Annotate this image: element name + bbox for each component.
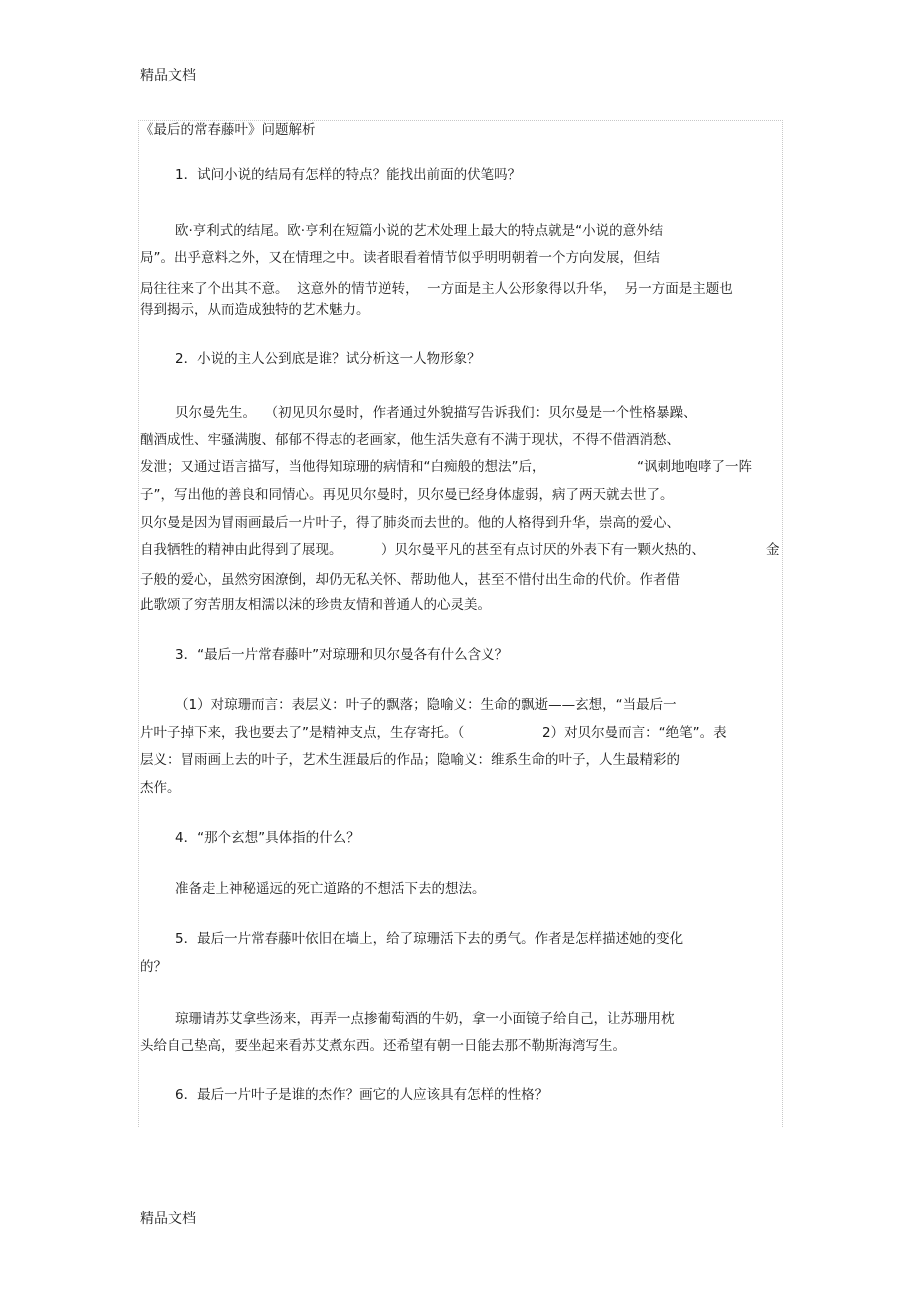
answer-2-line-3b: “讽刺地咆哮了一阵 [637, 459, 752, 475]
question-3: 3．“最后一片常春藤叶”对琼珊和贝尔曼各有什么含义？ [175, 647, 509, 663]
document-title: 《最后的常春藤叶》问题解析 [140, 122, 316, 138]
answer-2-line-5: 贝尔曼是因为冒雨画最后一片叶子，得了肺炎而去世的。他的人格得到升华，崇高的爱心、 [140, 515, 680, 531]
page-header-label: 精品文档 [140, 68, 196, 84]
question-1: 1．试问小说的结局有怎样的特点？能找出前面的伏笔吗？ [175, 167, 522, 183]
answer-3-line-1: （1）对琼珊而言：表层义：叶子的飘落；隐喻义：生命的飘逝——玄想，“当最后一 [175, 697, 677, 713]
page-footer-label: 精品文档 [140, 1211, 196, 1227]
answer-1-line-4: 得到揭示，从而造成独特的艺术魅力。 [140, 302, 370, 318]
answer-2-line-3a: 发泄；又通过语言描写，当他得知琼珊的病情和“白痴般的想法”后， [140, 459, 546, 475]
answer-5-line-2: 头给自己垫高，要坐起来看苏艾煮东西。还希望有朝一日能去那不勒斯海湾写生。 [140, 1038, 626, 1054]
answer-5-line-1: 琼珊请苏艾拿些汤来，再弄一点掺葡萄酒的牛奶，拿一小面镜子给自己，让苏珊用枕 [175, 1011, 675, 1027]
answer-4: 准备走上神秘遥远的死亡道路的不想活下去的想法。 [175, 881, 486, 897]
question-5-line-1: 5．最后一片常春藤叶依旧在墙上，给了琼珊活下去的勇气。作者是怎样描述她的变化 [175, 931, 684, 947]
answer-1-line-3: 局往往来了个出其不意。 这意外的情节逆转， 一方面是主人公形象得以升华， 另一方面是主题也 [140, 281, 733, 297]
answer-2-line-8: 此歌颂了穷苦朋友相濡以沫的珍贵友情和普通人的心灵美。 [140, 597, 491, 613]
answer-2-line-4: 子”，写出他的善良和同情心。再见贝尔曼时，贝尔曼已经身体虚弱，病了两天就去世了。 [140, 487, 674, 503]
answer-1-line-2: 局”。出乎意料之外，又在情理之中。读者眼看着情节似乎明明朝着一个方向发展，但结 [140, 250, 660, 266]
answer-2-line-2: 酗酒成性、牢骚满腹、郁郁不得志的老画家，他生活失意有不满于现状，不得不借酒消愁、 [140, 432, 680, 448]
answer-2-line-7: 子般的爱心，虽然穷困潦倒，却仍无私关怀、帮助他人，甚至不惜付出生命的代价。作者借 [140, 572, 680, 588]
question-5-line-2: 的？ [140, 959, 167, 975]
answer-3-line-2b: 2）对贝尔曼而言：“绝笔”。表 [542, 725, 727, 741]
answer-3-line-3: 层义：冒雨画上去的叶子，艺术生涯最后的作品；隐喻义：维系生命的叶子，人生最精彩的 [140, 752, 680, 768]
question-4: 4．“那个玄想”具体指的什么？ [175, 830, 360, 846]
answer-2-line-6a: 自我牺牲的精神由此得到了展现。 [140, 542, 343, 558]
answer-1-line-1: 欧·亨利式的结尾。欧·亨利在短篇小说的艺术处理上最大的特点就是“小说的意外结 [175, 223, 664, 239]
document-frame [138, 120, 783, 1127]
answer-3-line-4: 杰作。 [140, 780, 181, 796]
answer-3-line-2a: 片叶子掉下来，我也要去了”是精神支点，生存寄托。（ [140, 725, 465, 741]
answer-2-line-1: 贝尔曼先生。 （初见贝尔曼时，作者通过外貌描写告诉我们：贝尔曼是一个性格暴躁、 [175, 405, 697, 421]
question-2: 2．小说的主人公到底是谁？试分析这一人物形象？ [175, 351, 481, 367]
answer-2-line-6b: ）贝尔曼平凡的甚至有点讨厌的外表下有一颗火热的、 [381, 542, 705, 558]
answer-2-line-6c: 金 [766, 542, 780, 558]
question-6: 6．最后一片叶子是谁的杰作？画它的人应该具有怎样的性格？ [175, 1087, 549, 1103]
